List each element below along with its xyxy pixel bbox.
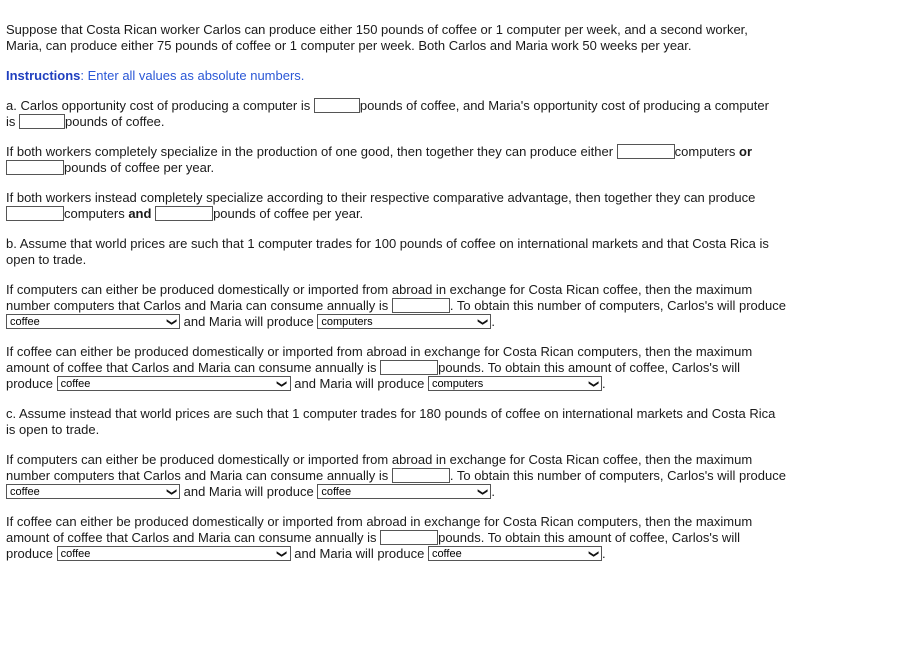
select-value: coffee xyxy=(10,485,40,498)
part-b-intro-2: open to trade. xyxy=(6,252,87,267)
produce-label: produce xyxy=(6,546,53,561)
part-c-coffee-post: pounds. To obtain this amount of coffee, Carlos's will xyxy=(438,530,740,545)
produce-label: produce xyxy=(6,376,53,391)
part-b-max-computers-input[interactable] xyxy=(392,298,450,313)
part-b-coffee-post: pounds. To obtain this amount of coffee, Carlos's will xyxy=(438,360,740,375)
part-a-q1-end: pounds of coffee. xyxy=(65,114,165,129)
part-c-coffee-mid: and Maria will produce xyxy=(294,546,425,561)
part-c-computers-line-1: If computers can either be produced domestically or imported from abroad in exchange for Costa Rican coffee, then the maximum xyxy=(6,452,753,467)
part-a-q1-cont xyxy=(6,114,876,130)
part-a-q2 xyxy=(6,144,876,160)
part-b-computers-line-2 xyxy=(6,298,876,314)
part-a-q1-mid: pounds of coffee, and Maria's opportunity cost of producing a computer xyxy=(359,98,769,113)
chevron-down-icon: ❯ xyxy=(587,549,599,558)
part-b-computers-mid: and Maria will produce xyxy=(183,314,314,329)
chevron-down-icon: ❯ xyxy=(276,379,288,388)
part-c-computers-line-2 xyxy=(6,468,876,484)
part-c-computers-text: number computers that Carlos and Maria can consume annually is xyxy=(6,468,389,483)
period: . xyxy=(491,314,495,329)
comparative-coffee-input[interactable] xyxy=(155,206,213,221)
part-b-coffee-maria-select[interactable] xyxy=(428,376,602,391)
intro-line-2: Maria, can produce either 75 pounds of coffee or 1 computer per week. Both Carlos and Maria work 50 weeks per year. xyxy=(6,38,692,53)
specialize-coffee-input[interactable] xyxy=(6,160,64,175)
part-c-intro-1: c. Assume instead that world prices are such that 1 computer trades for 180 pounds of coffee on international markets and Costa Rica xyxy=(6,406,776,421)
part-a-q2-end: pounds of coffee per year. xyxy=(64,160,215,175)
part-c-coffee-text: amount of coffee that Carlos and Maria can consume annually is xyxy=(6,530,377,545)
part-c-coffee-line-3 xyxy=(6,546,876,562)
chevron-down-icon: ❯ xyxy=(587,379,599,388)
period: . xyxy=(601,376,606,391)
part-b-coffee-mid: and Maria will produce xyxy=(294,376,425,391)
period: . xyxy=(491,484,495,499)
part-b-computers-post: . To obtain this number of computers, Carlos's will produce xyxy=(449,298,786,313)
part-a-q2-cont xyxy=(6,160,876,176)
part-a-q3-and: and xyxy=(128,206,152,221)
select-value: coffee xyxy=(10,315,40,328)
part-b-coffee-line-1: If coffee can either be produced domestically or imported from abroad in exchange for Costa Rican computers, then the maximum xyxy=(6,344,753,359)
part-c-coffee-line-1: If coffee can either be produced domestically or imported from abroad in exchange for Costa Rican computers, then the maximum xyxy=(6,514,753,529)
part-c-max-coffee-input[interactable] xyxy=(380,530,438,545)
carlos-opportunity-cost-input[interactable] xyxy=(314,98,360,113)
chevron-down-icon: ❯ xyxy=(165,317,177,326)
part-b-coffee-text: amount of coffee that Carlos and Maria can consume annually is xyxy=(6,360,377,375)
part-b-max-coffee-input[interactable] xyxy=(380,360,438,375)
part-a-q2-or: or xyxy=(739,144,752,159)
part-c-computers-line-3 xyxy=(6,484,876,500)
instructions-label: Instructions xyxy=(6,68,81,83)
chevron-down-icon: ❯ xyxy=(276,549,288,558)
part-c-computers-mid: and Maria will produce xyxy=(183,484,314,499)
instructions-text: : Enter all values as absolute numbers. xyxy=(80,68,305,83)
part-c-coffee-carlos-select[interactable] xyxy=(57,546,291,561)
part-b-coffee-carlos-select[interactable] xyxy=(57,376,291,391)
part-c-computers-post: . To obtain this number of computers, Carlos's will produce xyxy=(449,468,786,483)
intro-line-1: Suppose that Costa Rican worker Carlos can produce either 150 pounds of coffee or 1 computer per week, and a second worker, xyxy=(6,22,748,37)
part-c-maria-produce-select[interactable] xyxy=(317,484,491,499)
chevron-down-icon: ❯ xyxy=(165,487,177,496)
period: . xyxy=(601,546,606,561)
specialize-computers-input[interactable] xyxy=(617,144,675,159)
part-b-intro-1: b. Assume that world prices are such that 1 computer trades for 100 pounds of coffee on international markets and that Costa Rica is xyxy=(6,236,769,251)
part-a-q3-unit: computers xyxy=(64,206,125,221)
part-c-max-computers-input[interactable] xyxy=(392,468,450,483)
chevron-down-icon: ❯ xyxy=(477,317,489,326)
maria-opportunity-cost-input[interactable] xyxy=(19,114,65,129)
comparative-computers-input[interactable] xyxy=(6,206,64,221)
part-a-q3: If both workers instead completely specialize according to their respective comparative advantage, then together they can produce xyxy=(6,190,756,205)
part-b-computers-text: number computers that Carlos and Maria can consume annually is xyxy=(6,298,389,313)
part-a-q2-unit: computers xyxy=(674,144,736,159)
part-b-computers-line-1: If computers can either be produced domestically or imported from abroad in exchange for Costa Rican coffee, then the maximum xyxy=(6,282,753,297)
part-a-q1-text: a. Carlos opportunity cost of producing a computer is xyxy=(6,98,311,113)
part-a-q1 xyxy=(6,98,876,114)
part-a-q2-text: If both workers completely specialize in the production of one good, then together they can produce either xyxy=(6,144,614,159)
instructions xyxy=(6,68,876,84)
part-b-maria-produce-select[interactable] xyxy=(317,314,491,329)
part-c-coffee-line-2 xyxy=(6,530,876,546)
part-c-coffee-maria-select[interactable] xyxy=(428,546,602,561)
part-a-q1-is: is xyxy=(6,114,16,129)
part-c-intro-2: is open to trade. xyxy=(6,422,100,437)
part-a-q3-end: pounds of coffee per year. xyxy=(213,206,364,221)
part-c-carlos-produce-select[interactable] xyxy=(6,484,180,499)
part-a-q3-cont xyxy=(6,206,876,222)
select-value: coffee xyxy=(431,547,462,560)
part-b-computers-line-3 xyxy=(6,314,876,330)
select-value: computers xyxy=(431,377,484,390)
select-value: coffee xyxy=(321,485,352,498)
part-b-carlos-produce-select[interactable] xyxy=(6,314,180,329)
part-b-coffee-line-2 xyxy=(6,360,876,376)
select-value: coffee xyxy=(60,377,91,390)
select-value: computers xyxy=(321,315,373,328)
select-value: coffee xyxy=(60,547,91,560)
chevron-down-icon: ❯ xyxy=(477,487,489,496)
question-content xyxy=(6,22,876,562)
part-b-coffee-line-3 xyxy=(6,376,876,392)
